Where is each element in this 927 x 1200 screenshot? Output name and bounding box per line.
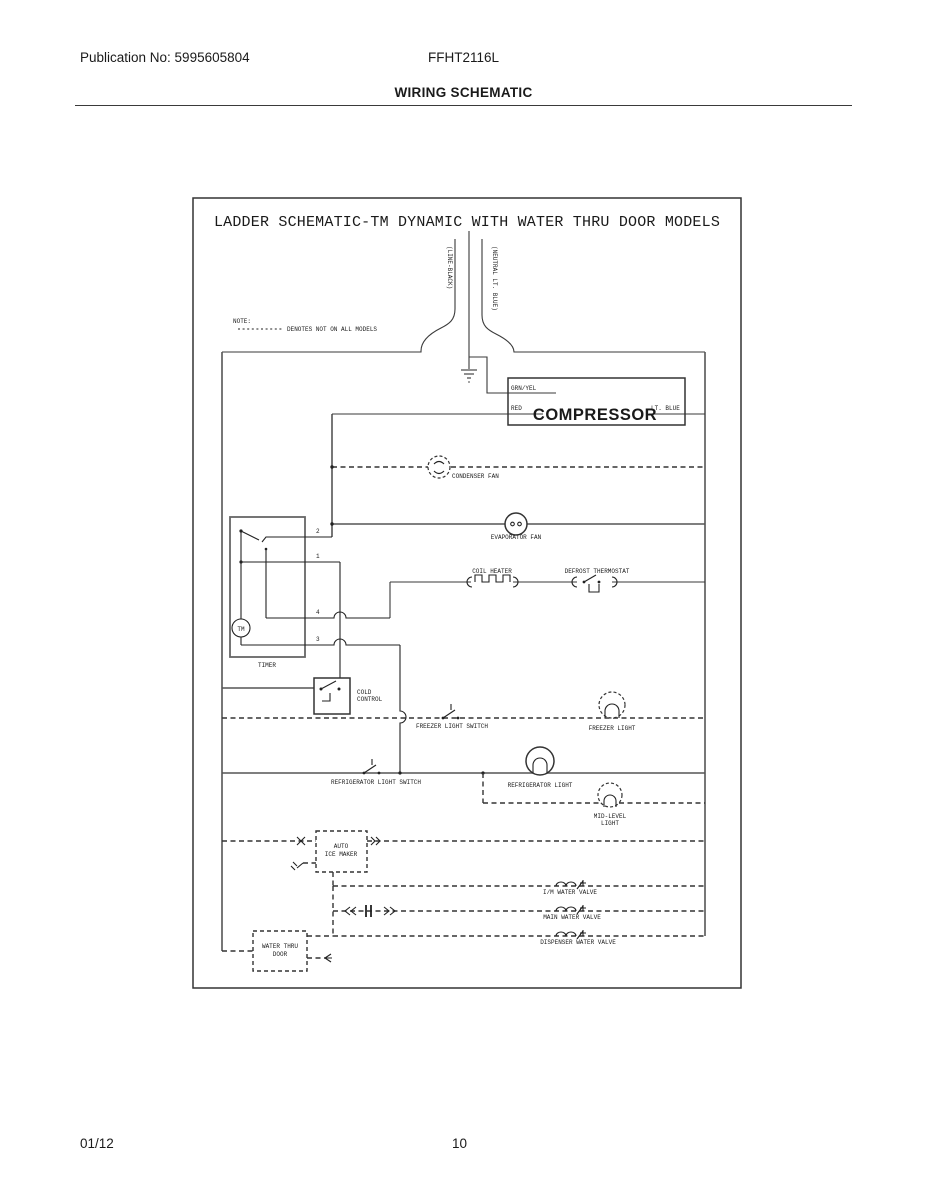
condenser-fan-label: CONDENSER FAN: [452, 473, 499, 480]
cold-control-label-1: COLD: [357, 689, 372, 696]
ice-maker-label-2: ICE MAKER: [324, 851, 358, 858]
water-thru-door-label-1: WATER THRU: [261, 943, 299, 950]
compressor: [332, 378, 705, 425]
evaporator-fan-motor-icon: [505, 513, 527, 535]
footer-page-number: 10: [452, 1136, 468, 1151]
model-number: FFHT2116L: [428, 50, 500, 65]
compressor-label: COMPRESSOR: [532, 406, 658, 424]
ice-maker-label-1: AUTO: [333, 843, 349, 850]
publication-number: Publication No: 5995605804: [80, 50, 250, 65]
neutral-wire: [482, 239, 705, 352]
junction-dot: [330, 522, 333, 525]
timer-terminal2-wire: [262, 537, 332, 542]
water-thru-door: [222, 931, 333, 971]
main-water-valve-label: MAIN WATER VALVE: [543, 914, 601, 921]
page-title: WIRING SCHEMATIC: [394, 85, 533, 100]
timer-terminal3-label: 3: [316, 636, 320, 643]
defrost-rung: [390, 582, 705, 618]
water-valve-circuits: [333, 880, 705, 946]
dispenser-water-valve-label: DISPENSER WATER VALVE: [540, 939, 616, 946]
condenser-fan: [332, 456, 705, 480]
note-block: [233, 318, 377, 333]
red-label: RED: [511, 405, 522, 412]
freezer-light-circuit: [222, 692, 705, 732]
footer-date: 01/12: [80, 1136, 114, 1151]
timer-terminal1-wire: [241, 562, 340, 689]
refrigerator-light-switch-icon: [363, 759, 381, 774]
lt-blue-label: LT. BLUE: [651, 405, 680, 412]
timer-motor-label: TM: [237, 626, 245, 633]
coil-heater-icon: [467, 575, 518, 587]
line-wire-label: (LINE-BLACK): [446, 246, 453, 290]
freezer-light-switch-label: FREEZER LIGHT SWITCH: [415, 723, 489, 730]
freezer-light-label: FREEZER LIGHT: [588, 725, 636, 732]
ice-maker-circuit: [222, 831, 705, 886]
timer-terminal1-label: 1: [316, 553, 320, 560]
ground-icon: [461, 370, 477, 382]
connector-icon: [325, 954, 332, 962]
mid-level-light-label-1: MID-LEVEL: [593, 813, 627, 820]
refrigerator-light-icon: [526, 747, 554, 775]
evaporator-fan-label: EVAPORATOR FAN: [490, 534, 542, 541]
freezer-light-icon: [599, 692, 625, 718]
supply-wires: [222, 231, 705, 393]
note-label: NOTE:: [233, 318, 252, 325]
valve-coil-icon: [556, 905, 586, 914]
refrigerator-light-circuit: [222, 747, 705, 789]
timer-switch-arm: [241, 531, 259, 540]
valve-coil-icon: [556, 880, 586, 889]
defrost-thermostat-label: DEFROST THERMOSTAT: [564, 568, 630, 575]
splice-icon: [297, 837, 305, 845]
connector-icon: [291, 862, 303, 870]
diagram-title: LADDER SCHEMATIC-TM DYNAMIC WITH WATER THRU DOOR MODELS: [213, 214, 721, 231]
refrigerator-light-switch-label: REFRIGERATOR LIGHT SWITCH: [330, 779, 422, 786]
freezer-light-switch-icon: [442, 704, 460, 719]
timer-terminal4-wire: [266, 549, 390, 618]
im-water-valve-label: I/M WATER VALVE: [542, 889, 598, 896]
neutral-wire-label: (NEUTRAL LT. BLUE): [491, 246, 498, 311]
cold-control: [222, 678, 383, 714]
mid-level-light-label-2: LIGHT: [600, 820, 620, 827]
grn-yel-label: GRN/YEL: [511, 385, 537, 392]
defrost-circuit: [390, 568, 705, 618]
evaporator-fan: [332, 513, 705, 541]
junction-dot: [330, 465, 333, 468]
valve-coil-icon: [556, 930, 586, 939]
mid-level-light-icon: [598, 783, 622, 807]
defrost-timer: [230, 517, 406, 773]
refrigerator-light-label: REFRIGERATOR LIGHT: [507, 782, 573, 789]
timer-label: TIMER: [257, 662, 277, 669]
water-thru-door-label-2: DOOR: [272, 951, 288, 958]
note-text: DENOTES NOT ON ALL MODELS: [287, 326, 378, 333]
diagram-frame: [193, 198, 741, 988]
defrost-thermostat-icon: [572, 575, 617, 592]
coil-heater-label: COIL HEATER: [472, 568, 512, 575]
condenser-fan-motor-icon: [428, 456, 450, 478]
cold-control-label-2: CONTROL: [357, 696, 383, 703]
line-wire: [222, 239, 455, 352]
timer-terminal4-label: 4: [316, 609, 320, 616]
timer-terminal2-label: 2: [316, 528, 320, 535]
